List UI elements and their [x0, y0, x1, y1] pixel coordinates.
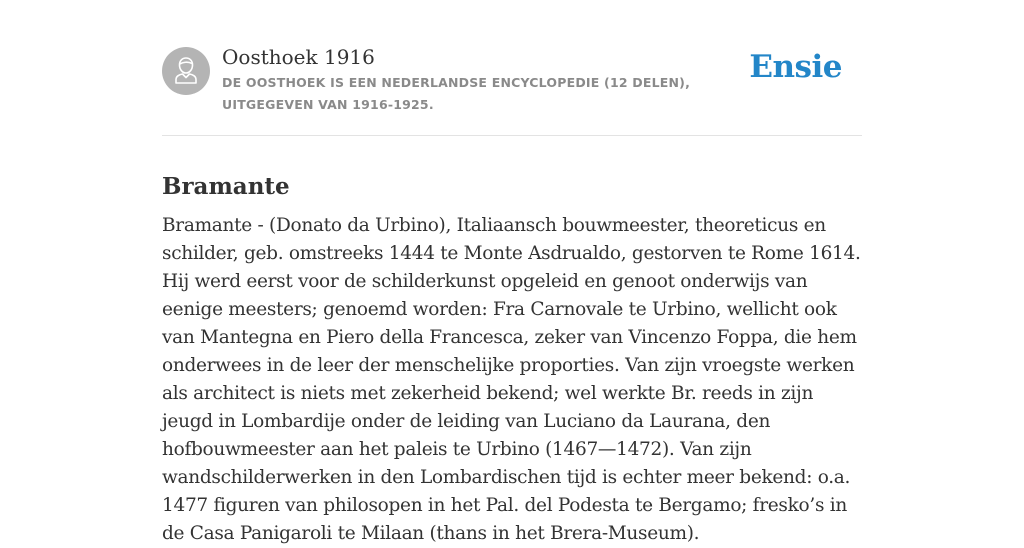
source-header: [162, 0, 862, 136]
source-description: DE OOSTHOEK IS EEN NEDERLANDSE ENCYCLOPEDIE (12 DELEN), UITGEGEVEN VAN 1916-1925.: [222, 75, 691, 112]
source-title[interactable]: Oosthoek 1916: [222, 45, 375, 69]
content-container: [162, 0, 862, 544]
article-title: Bramante: [162, 173, 290, 201]
user-icon[interactable]: [162, 47, 210, 95]
article-body: Bramante - (Donato da Urbino), Italiaansch bouwmeester, theoreticus en schilder, geb. omstreeks 1444 te Monte Asdrualdo, gestorven te Rome 1614. Hij werd eerst voor de schilderkunst opgeleid en genoot onderwijs van eenige meesters; genoemd worden: Fra Carnovale te Urbino, wellicht ook van Mantegna en Piero della Francesca, zeker van Vincenzo Foppa, die hem onderwees in de leer der menschelijke proporties. Van zijn vroegste werken als architect is niets met zekerheid bekend; wel werkte Br. reeds in zijn jeugd in Lombardije onder de leiding van Luciano da Laurana, den hofbouwmeester aan het paleis te Urbino (1467—1472). Van zijn wandschilderwerken in den Lombardischen tijd is echter meer bekend: o.a. 1477 figuren van philosopen in het Pal. del Podesta te Bergamo; fresko’s in de Casa Panigaroli te Milaan (thans in het Brera-Museum).: [162, 215, 861, 544]
ensie-logo[interactable]: Ensie: [749, 49, 842, 85]
